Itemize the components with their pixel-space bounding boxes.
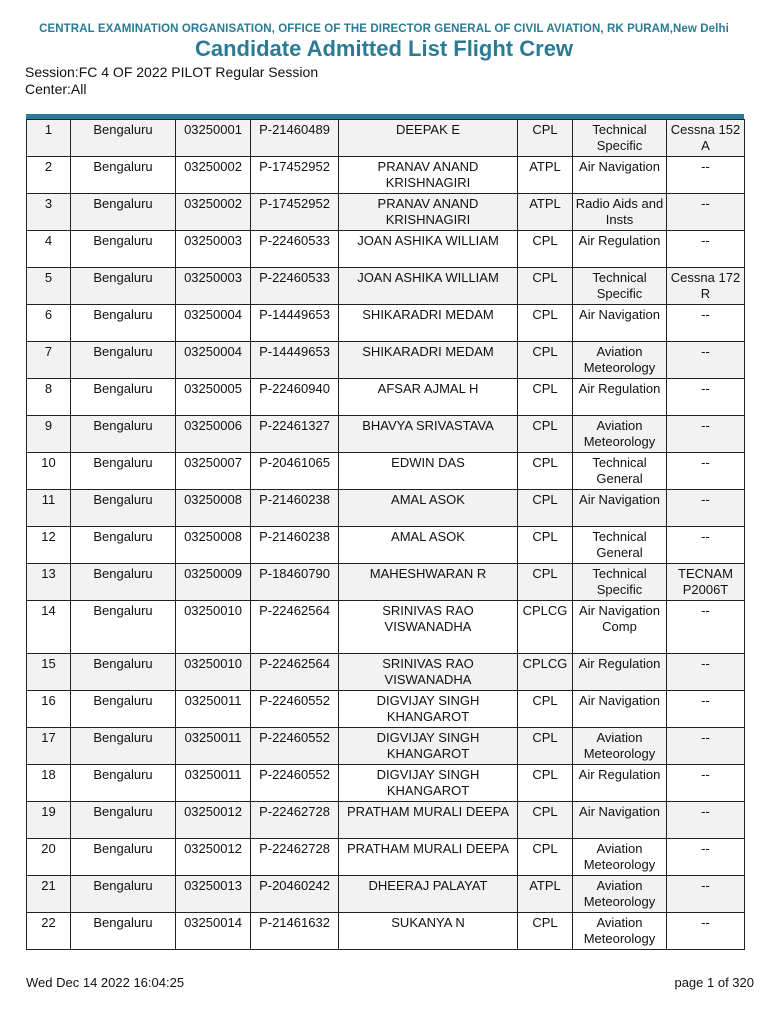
centre-city: Bengaluru [71,194,176,231]
centre-city: Bengaluru [71,564,176,601]
centre-city: Bengaluru [71,305,176,342]
candidate-id: P-21460238 [251,490,339,527]
candidate-name: SRINIVAS RAO VISWANADHA [339,654,518,691]
exam-subject: Radio Aids and Insts [573,194,667,231]
centre-city: Bengaluru [71,342,176,379]
candidate-name: DIGVIJAY SINGH KHANGAROT [339,765,518,802]
exam-subject: Aviation Meteorology [573,342,667,379]
candidate-name: DEEPAK E [339,120,518,157]
centre-city: Bengaluru [71,157,176,194]
candidate-id: P-17452952 [251,157,339,194]
candidate-id: P-22460940 [251,379,339,416]
row-number: 20 [27,839,71,876]
table-row [27,305,745,342]
candidate-id: P-22462728 [251,839,339,876]
row-number: 19 [27,802,71,839]
table-row [27,654,745,691]
exam-subject: Technical General [573,453,667,490]
candidate-id: P-21460489 [251,120,339,157]
table-row [27,876,745,913]
centre-city: Bengaluru [71,120,176,157]
exam-subject: Aviation Meteorology [573,839,667,876]
roll-number: 03250014 [176,913,251,950]
table-row [27,490,745,527]
license-type: CPL [518,802,573,839]
centre-city: Bengaluru [71,416,176,453]
table-row [27,231,745,268]
roll-number: 03250006 [176,416,251,453]
aircraft-type: -- [667,654,745,691]
license-type: CPL [518,416,573,453]
table-row [27,120,745,157]
candidate-name: JOAN ASHIKA WILLIAM [339,268,518,305]
candidate-id: P-22460552 [251,765,339,802]
exam-subject: Technical Specific [573,268,667,305]
license-type: CPL [518,231,573,268]
license-type: CPLCG [518,654,573,691]
exam-subject: Aviation Meteorology [573,416,667,453]
table-row [27,765,745,802]
session-label: Session:FC 4 OF 2022 PILOT Regular Session [25,64,319,80]
roll-number: 03250002 [176,194,251,231]
license-type: CPL [518,728,573,765]
candidate-id: P-14449653 [251,342,339,379]
exam-subject: Air Navigation [573,490,667,527]
centre-city: Bengaluru [71,231,176,268]
roll-number: 03250005 [176,379,251,416]
roll-number: 03250011 [176,728,251,765]
candidate-name: DHEERAJ PALAYAT [339,876,518,913]
aircraft-type: -- [667,691,745,728]
exam-subject: Air Regulation [573,379,667,416]
exam-subject: Air Navigation [573,157,667,194]
table-row [27,527,745,564]
centre-city: Bengaluru [71,654,176,691]
aircraft-type: -- [667,305,745,342]
exam-subject: Air Navigation [573,305,667,342]
license-type: CPL [518,120,573,157]
candidate-name: JOAN ASHIKA WILLIAM [339,231,518,268]
centre-city: Bengaluru [71,728,176,765]
exam-subject: Technical Specific [573,564,667,601]
exam-subject: Aviation Meteorology [573,876,667,913]
exam-subject: Technical General [573,527,667,564]
candidate-name: SHIKARADRI MEDAM [339,342,518,379]
roll-number: 03250002 [176,157,251,194]
exam-subject: Air Regulation [573,765,667,802]
table-row [27,342,745,379]
candidate-name: DIGVIJAY SINGH KHANGAROT [339,691,518,728]
roll-number: 03250004 [176,305,251,342]
candidate-name: PRANAV ANAND KRISHNAGIRI [339,194,518,231]
license-type: CPLCG [518,601,573,654]
candidate-name: MAHESHWARAN R [339,564,518,601]
row-number: 11 [27,490,71,527]
row-number: 1 [27,120,71,157]
aircraft-type: -- [667,876,745,913]
license-type: ATPL [518,157,573,194]
aircraft-type: -- [667,601,745,654]
candidate-name: AMAL ASOK [339,490,518,527]
centre-city: Bengaluru [71,601,176,654]
license-type: CPL [518,305,573,342]
row-number: 12 [27,527,71,564]
candidate-id: P-22460552 [251,728,339,765]
page-title: Candidate Admitted List Flight Crew [194,36,574,61]
exam-subject: Aviation Meteorology [573,913,667,950]
license-type: CPL [518,379,573,416]
aircraft-type: -- [667,527,745,564]
aircraft-type: -- [667,453,745,490]
centre-city: Bengaluru [71,379,176,416]
organisation-heading: CENTRAL EXAMINATION ORGANISATION, OFFICE OF THE DIRECTOR GENERAL OF CIVIL AVIATION, RK PURAM,New Delhi [39,23,729,35]
row-number: 9 [27,416,71,453]
candidate-id: P-22460533 [251,231,339,268]
table-row [27,802,745,839]
row-number: 13 [27,564,71,601]
table-row [27,157,745,194]
license-type: CPL [518,527,573,564]
table-row [27,839,745,876]
print-timestamp: Wed Dec 14 2022 16:04:25 [26,975,185,990]
roll-number: 03250008 [176,527,251,564]
aircraft-type: -- [667,157,745,194]
row-number: 15 [27,654,71,691]
aircraft-type: -- [667,802,745,839]
table-row [27,913,745,950]
exam-subject: Air Regulation [573,231,667,268]
roll-number: 03250003 [176,268,251,305]
table-row [27,601,745,654]
license-type: CPL [518,490,573,527]
candidate-id: P-22462728 [251,802,339,839]
row-number: 2 [27,157,71,194]
centre-city: Bengaluru [71,527,176,564]
row-number: 18 [27,765,71,802]
roll-number: 03250008 [176,490,251,527]
roll-number: 03250001 [176,120,251,157]
roll-number: 03250004 [176,342,251,379]
license-type: CPL [518,839,573,876]
license-type: CPL [518,268,573,305]
candidate-id: P-17452952 [251,194,339,231]
candidate-name: DIGVIJAY SINGH KHANGAROT [339,728,518,765]
candidate-id: P-22461327 [251,416,339,453]
aircraft-type: -- [667,342,745,379]
candidate-name: AFSAR AJMAL H [339,379,518,416]
row-number: 3 [27,194,71,231]
candidate-name: SUKANYA N [339,913,518,950]
license-type: CPL [518,453,573,490]
aircraft-type: Cessna 152 A [667,120,745,157]
centre-city: Bengaluru [71,913,176,950]
exam-subject: Air Navigation [573,802,667,839]
roll-number: 03250011 [176,691,251,728]
license-type: CPL [518,691,573,728]
aircraft-type: -- [667,490,745,527]
roll-number: 03250007 [176,453,251,490]
row-number: 5 [27,268,71,305]
candidate-name: PRATHAM MURALI DEEPA [339,839,518,876]
row-number: 7 [27,342,71,379]
license-type: ATPL [518,876,573,913]
candidate-name: SHIKARADRI MEDAM [339,305,518,342]
row-number: 4 [27,231,71,268]
row-number: 6 [27,305,71,342]
candidate-id: P-18460790 [251,564,339,601]
license-type: CPL [518,342,573,379]
centre-city: Bengaluru [71,453,176,490]
exam-subject: Technical Specific [573,120,667,157]
row-number: 14 [27,601,71,654]
exam-subject: Aviation Meteorology [573,728,667,765]
centre-city: Bengaluru [71,802,176,839]
license-type: CPL [518,913,573,950]
roll-number: 03250013 [176,876,251,913]
roll-number: 03250003 [176,231,251,268]
row-number: 22 [27,913,71,950]
candidate-id: P-22460533 [251,268,339,305]
candidate-name: SRINIVAS RAO VISWANADHA [339,601,518,654]
candidate-id: P-14449653 [251,305,339,342]
candidate-name: BHAVYA SRIVASTAVA [339,416,518,453]
aircraft-type: -- [667,728,745,765]
exam-subject: Air Regulation [573,654,667,691]
centre-city: Bengaluru [71,268,176,305]
aircraft-type: -- [667,194,745,231]
candidate-name: AMAL ASOK [339,527,518,564]
table-row [27,379,745,416]
centre-city: Bengaluru [71,765,176,802]
table-row [27,268,745,305]
candidate-id: P-21460238 [251,527,339,564]
center-label: Center:All [25,81,87,97]
candidate-name: PRATHAM MURALI DEEPA [339,802,518,839]
aircraft-type: -- [667,839,745,876]
centre-city: Bengaluru [71,691,176,728]
exam-subject: Air Navigation Comp [573,601,667,654]
roll-number: 03250012 [176,802,251,839]
table-row [27,728,745,765]
row-number: 8 [27,379,71,416]
aircraft-type: -- [667,416,745,453]
table-row [27,194,745,231]
candidate-id: P-20460242 [251,876,339,913]
license-type: CPL [518,564,573,601]
table-row [27,453,745,490]
table-row [27,564,745,601]
aircraft-type: -- [667,379,745,416]
centre-city: Bengaluru [71,839,176,876]
candidate-id: P-22460552 [251,691,339,728]
license-type: CPL [518,765,573,802]
license-type: ATPL [518,194,573,231]
row-number: 17 [27,728,71,765]
candidate-name: EDWIN DAS [339,453,518,490]
aircraft-type: Cessna 172 R [667,268,745,305]
roll-number: 03250009 [176,564,251,601]
table-row [27,691,745,728]
aircraft-type: TECNAM P2006T [667,564,745,601]
centre-city: Bengaluru [71,876,176,913]
page-number: page 1 of 320 [674,975,754,990]
centre-city: Bengaluru [71,490,176,527]
candidate-table [26,119,745,950]
roll-number: 03250011 [176,765,251,802]
candidate-id: P-22462564 [251,601,339,654]
roll-number: 03250010 [176,654,251,691]
aircraft-type: -- [667,231,745,268]
candidate-name: PRANAV ANAND KRISHNAGIRI [339,157,518,194]
aircraft-type: -- [667,913,745,950]
candidate-rows [27,120,745,950]
row-number: 10 [27,453,71,490]
row-number: 16 [27,691,71,728]
candidate-id: P-22462564 [251,654,339,691]
table-row [27,416,745,453]
aircraft-type: -- [667,765,745,802]
roll-number: 03250012 [176,839,251,876]
candidate-id: P-21461632 [251,913,339,950]
exam-subject: Air Navigation [573,691,667,728]
candidate-id: P-20461065 [251,453,339,490]
roll-number: 03250010 [176,601,251,654]
row-number: 21 [27,876,71,913]
